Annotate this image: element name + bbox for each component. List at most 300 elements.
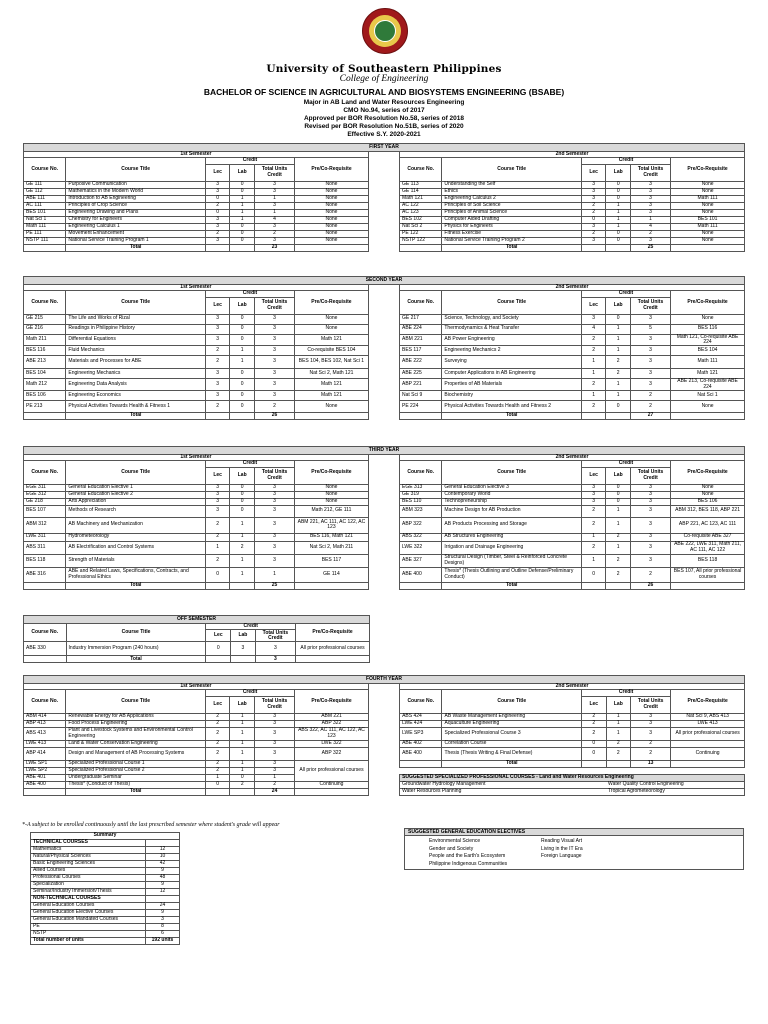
col-lab: Lab bbox=[606, 297, 631, 314]
lec-units: 1 bbox=[581, 356, 606, 369]
table-row bbox=[24, 401, 745, 413]
total-units: 3 bbox=[254, 314, 294, 324]
lec-units: 3 bbox=[205, 324, 230, 334]
course-no: LWE 424 bbox=[400, 720, 442, 727]
course-no: ABE 402 bbox=[400, 740, 442, 747]
course-title: Materials and Processes for ABE bbox=[66, 356, 205, 369]
prereq: ABM 221, AC 111, AC 122, AC 123 bbox=[295, 517, 369, 533]
revised-line: Revised per BOR Resolution No.51B, series of 2020 bbox=[304, 123, 464, 130]
col-course-title: Course Title bbox=[442, 158, 581, 181]
course-no: ABE 316 bbox=[24, 567, 66, 582]
units-summary-table bbox=[30, 832, 180, 945]
summary-row: TECHNICAL COURSES bbox=[31, 840, 180, 847]
total-units: 3 bbox=[255, 767, 295, 774]
course-title: Engineering Economics bbox=[66, 391, 205, 401]
prereq: Continuing bbox=[295, 781, 369, 788]
course-title: Engineering Mechanics bbox=[66, 369, 205, 379]
total-units: 3 bbox=[630, 484, 670, 491]
total-units: 3 bbox=[630, 209, 670, 216]
col-course-no: Course No. bbox=[400, 461, 442, 484]
total-units: 3 bbox=[630, 346, 670, 356]
lab-units: 1 bbox=[230, 209, 255, 216]
course-title: Engineering Mechanics 2 bbox=[442, 346, 581, 356]
ge-elective-item: Living in the IT Era bbox=[541, 845, 583, 852]
course-no: GE 114 bbox=[400, 188, 442, 195]
table-row bbox=[24, 209, 745, 216]
course-no: ABE 111 bbox=[24, 195, 66, 202]
lab-units: 1 bbox=[606, 209, 631, 216]
lab-units: 1 bbox=[230, 554, 255, 567]
table-row bbox=[24, 484, 745, 491]
col-course-title: Course Title bbox=[442, 690, 582, 713]
total-units: 2 bbox=[631, 747, 671, 760]
table-row bbox=[24, 517, 745, 533]
lab-units: 2 bbox=[230, 541, 255, 554]
course-title: Properties of AB Materials bbox=[442, 379, 581, 391]
course-no: BES 116 bbox=[24, 346, 66, 356]
total-units: 3 bbox=[254, 324, 294, 334]
total-units: 3 bbox=[630, 379, 670, 391]
course-title: Computer Aided Drafting bbox=[442, 216, 581, 223]
course-title: AB Power Engineering bbox=[442, 334, 581, 346]
prereq: All prior professional courses bbox=[671, 727, 745, 740]
sem-total: 26 bbox=[630, 582, 670, 589]
prereq: None bbox=[671, 314, 745, 324]
total-units: 3 bbox=[630, 498, 670, 505]
lec-units: 2 bbox=[581, 379, 606, 391]
course-title: The Life and Works of Rizal bbox=[66, 314, 205, 324]
ge-electives-box bbox=[404, 828, 744, 870]
course-title: Irrigation and Drainage Engineering bbox=[442, 541, 581, 554]
prereq: None bbox=[671, 202, 745, 209]
summary-row: PE 8 bbox=[31, 924, 180, 931]
course-title: Machine Design for AB Production bbox=[442, 505, 581, 517]
course-title: Chemistry for Engineers bbox=[66, 216, 205, 223]
course-no: BES 107 bbox=[24, 505, 66, 517]
prereq: BES 101 bbox=[671, 216, 745, 223]
prereq: None bbox=[295, 314, 369, 324]
lab-units: 1 bbox=[606, 202, 631, 209]
lab-units: 2 bbox=[606, 356, 631, 369]
lab-units: 1 bbox=[606, 727, 631, 740]
summary-title: Summary bbox=[31, 833, 180, 840]
summary-row: General Education Courses 24 bbox=[31, 903, 180, 910]
table-row bbox=[24, 379, 745, 391]
total-units: 3 bbox=[630, 195, 670, 202]
table-row bbox=[24, 505, 745, 517]
total-units: 2 bbox=[630, 567, 670, 582]
course-title: Strength of Materials bbox=[66, 554, 205, 567]
year-table: SECOND YEAR 1st Semester 2nd Semester Course No. Course Title Credit Pre/Co-Requisite Course No. Course Title Credit Pre/Co-Requisite Lec Lab Total Units Credit Lec Lab Total Units Credit GE 215 The Life and Works of Rizal 3 0 3 None GE 217 Science, Technology, and Society 3 0 3 None GE 216 Readings in Philippine History 3 0 3 None ABE 224 Thermodynamics & Heat Transfer 4 1 5 BES 116 Math 211 Differential Equations 3 0 3 Math 121 ABM 221 AB Power Engineering 2 1 3 Math 121, Co-requisite ABE 224 BES 116 Fluid Mechanics 2 1 3 Co-requisite BES 104 BES 117 Engineering Mechanics 2 2 1 3 BES 104 ABE 213 Materials and Processes for ABE 2 1 3 BES 104, BES 102, Nat Sci 1 ABE 222 Surveying 1 2 3 Math 111 BES 104 Engineering Mechanics 3 0 3 Nat Sci 2, Math 121 ABE 225 Computer Applications in AB Engineering 1 2 3 Math 121 Math 212 Engineering Data Analysis 3 0 3 Math 121 ABP 221 Properties of AB Materials 2 1 3 ABE 213, Co-requisite ABE 224 BES 106 Engineering Economics 3 0 3 Math 121 Nat Sci 9 Biochemistry 1 1 2 Nat Sci 1 PE 213 Physical Activities Towards Health & Fitness 1 2 0 2 None PE 224 Physical Activities Towards Health and Fitness 2 2 0 2 None Total 26 Total 27 bbox=[23, 276, 745, 420]
total-units: 3 bbox=[255, 740, 295, 747]
course-title: Contemporary World bbox=[442, 491, 581, 498]
prereq: None bbox=[295, 484, 369, 491]
total-units: 3 bbox=[255, 720, 295, 727]
course-no: ABE 400 bbox=[400, 747, 442, 760]
prereq: Co-requisite BES 104 bbox=[295, 346, 369, 356]
course-no: ABP 413 bbox=[24, 720, 66, 727]
col-prereq: Pre/Co-Requisite bbox=[295, 158, 369, 181]
prereq: BES 107, All prior professional courses bbox=[671, 567, 745, 582]
col-lec: Lec bbox=[205, 164, 230, 181]
course-no: EGE 311 bbox=[24, 484, 66, 491]
col-course-title: Course Title bbox=[442, 461, 581, 484]
sem-total: 24 bbox=[255, 788, 295, 795]
total-units: 3 bbox=[254, 181, 294, 188]
lab-units: 0 bbox=[230, 181, 255, 188]
table-row bbox=[24, 195, 745, 202]
course-title: Food Process Engineering bbox=[66, 720, 206, 727]
lab-units: 0 bbox=[230, 369, 255, 379]
course-no: GE 319 bbox=[400, 491, 442, 498]
course-title: Correlation Course bbox=[442, 740, 582, 747]
prereq: Nat Sci 9, ABS 413 bbox=[671, 713, 745, 720]
lec-units: 2 bbox=[581, 230, 606, 237]
lec-units: 2 bbox=[581, 202, 606, 209]
course-title: Design and Management of AB Processing Systems bbox=[66, 747, 206, 760]
prereq: Nat Sci 2, Math 121 bbox=[295, 369, 369, 379]
year-title: FOURTH YEAR bbox=[24, 676, 745, 684]
total-units: 3 bbox=[254, 541, 294, 554]
thesis-note: *-A subject to be enrolled continuously until the last prescribed semester where student's grade will appear bbox=[22, 822, 280, 828]
course-no: ABM 414 bbox=[24, 713, 66, 720]
lab-units: 0 bbox=[230, 230, 255, 237]
lec-units: 2 bbox=[205, 727, 230, 740]
col-lec: Lec bbox=[581, 297, 606, 314]
lab-units: 3 bbox=[231, 642, 256, 656]
prereq: None bbox=[295, 202, 369, 209]
course-title: AB Electrification and Control Systems bbox=[66, 541, 205, 554]
prereq: Math 121 bbox=[295, 379, 369, 391]
lec-units: 3 bbox=[581, 237, 606, 244]
lec-units: 0 bbox=[206, 642, 231, 656]
table-row bbox=[24, 230, 745, 237]
col-total-units: Total Units Credit bbox=[631, 696, 671, 713]
summary-row: Specialization 9 bbox=[31, 882, 180, 889]
approved-line: Approved per BOR Resolution No.58, series of 2018 bbox=[303, 115, 464, 122]
total-units: 3 bbox=[254, 554, 294, 567]
col-lec: Lec bbox=[205, 696, 230, 713]
lab-units: 0 bbox=[230, 505, 255, 517]
lec-units: 0 bbox=[205, 209, 230, 216]
course-no: Math 211 bbox=[24, 334, 66, 346]
table-row bbox=[24, 541, 745, 554]
lab-units: 0 bbox=[606, 230, 631, 237]
sem-total: 25 bbox=[630, 244, 670, 251]
lab-units: 2 bbox=[606, 567, 631, 582]
total-units: 3 bbox=[254, 356, 294, 369]
year-table: THIRD YEAR 1st Semester 2nd Semester Course No. Course Title Credit Pre/Co-Requisite Course No. Course Title Credit Pre/Co-Requisite Lec Lab Total Units Credit Lec Lab Total Units Credit EGE 311 General Education Elective 1 3 0 3 None EGE 313 General Education Elective 3 3 0 3 None EGE 312 General Education Elective 2 3 0 3 None GE 319 Contemporary World 3 0 3 None GE 218 Arts Appreciation 3 0 3 None BES 110 Technopreneurship 3 0 3 BES 106 BES 107 Methods of Research 3 0 3 Math 212, GE 111 ABM 323 Machine Design for AB Production 2 1 3 ABM 312, BES 118, ABP 221 ABM 312 AB Machinery and Mechanization 2 1 3 ABM 221, AC 111, AC 122, AC 123 ABP 322 AB Products Processing and Storage 2 1 3 ABP 221, AC 123, AC 111 LWE 311 Hydrometeorology 2 1 3 BES 116, Math 121 ABS 322 AB Structures Engineering 1 2 3 Co-requisite ABE 327 ABS 311 AB Electrification and Control Systems 1 2 3 Nat Sci 2, Math 211 LWE 322 Irrigation and Drainage Engineering 2 1 3 ABE 222, LWE 311, Math 211, AC 111, AC 122 BES 118 Strength of Materials 2 1 3 BES 117 ABE 327 Structural Design (Timber, Steel & Reinforced Concrete Designs) 1 2 3 BES 118 ABE 316 ABE and Related Laws, Specifications, Contracts, and Professional Ethics 0 1 1 GE 114 ABE 400 Thesis* (Thesis Outlining and Outline Defense/Preliminary Conduct) 0 2 2 BES 107, All prior professional courses Total 25 Total 26 bbox=[23, 446, 745, 590]
course-title: Biochemistry bbox=[442, 391, 581, 401]
lec-units: 3 bbox=[205, 484, 230, 491]
total-units: 3 bbox=[255, 747, 295, 760]
prereq: LWE 322 bbox=[295, 740, 369, 747]
specialized-item: Tropical Agrometeorology bbox=[606, 788, 744, 795]
course-no: ABE 327 bbox=[400, 554, 442, 567]
table-row bbox=[24, 491, 745, 498]
university-seal-icon bbox=[362, 8, 408, 54]
lab-units: 1 bbox=[230, 195, 255, 202]
total-units: 3 bbox=[631, 713, 671, 720]
course-no: ABP 414 bbox=[24, 747, 66, 760]
course-no: ABE 213 bbox=[24, 356, 66, 369]
course-title: Thesis (Thesis Writing & Final Defense) bbox=[442, 747, 582, 760]
prereq: BES 117 bbox=[295, 554, 369, 567]
total-units: 3 bbox=[630, 517, 670, 533]
table-row bbox=[24, 567, 745, 582]
course-no: BES 110 bbox=[400, 498, 442, 505]
lec-units: 0 bbox=[581, 216, 606, 223]
course-no: BES 104 bbox=[24, 369, 66, 379]
course-no: LWE SP1 bbox=[24, 760, 66, 767]
lab-units: 0 bbox=[230, 498, 255, 505]
prereq: None bbox=[295, 401, 369, 413]
prereq: Nat Sci 2, Math 211 bbox=[295, 541, 369, 554]
lec-units: 2 bbox=[581, 346, 606, 356]
lab-units: 0 bbox=[606, 401, 631, 413]
course-no: LWE SP2 bbox=[24, 767, 66, 774]
col-lab: Lab bbox=[606, 467, 631, 484]
lab-units: 2 bbox=[606, 369, 631, 379]
prereq: Math 212, GE 111 bbox=[295, 505, 369, 517]
prereq: All prior professional courses bbox=[295, 760, 369, 781]
lec-units: 0 bbox=[581, 740, 606, 747]
prereq: None bbox=[671, 237, 745, 244]
course-title: Specialized Professional Course 1 bbox=[66, 760, 206, 767]
lab-units: 2 bbox=[606, 747, 631, 760]
course-title: Ethics bbox=[442, 188, 581, 195]
course-no: GE 218 bbox=[24, 498, 66, 505]
course-title: Industry Immersion Program (240 hours) bbox=[66, 642, 206, 656]
table-row bbox=[24, 767, 745, 774]
sem-total: 27 bbox=[630, 413, 670, 420]
course-no: BES 102 bbox=[400, 216, 442, 223]
prereq: None bbox=[671, 188, 745, 195]
course-no: ABE 400 bbox=[24, 781, 66, 788]
course-no: ABM 221 bbox=[399, 334, 441, 346]
prereq: Co-requisite ABE 327 bbox=[671, 533, 745, 541]
prereq: ABP 322 bbox=[295, 747, 369, 760]
lab-units: 0 bbox=[230, 223, 255, 230]
total-units: 3 bbox=[254, 369, 294, 379]
prereq: None bbox=[671, 230, 745, 237]
total-units: 3 bbox=[630, 188, 670, 195]
lec-units: 3 bbox=[205, 491, 230, 498]
course-title: Structural Design (Timber, Steel & Reinforced Concrete Designs) bbox=[442, 554, 581, 567]
semester-label: 1st Semester bbox=[24, 285, 369, 291]
lec-units: 2 bbox=[205, 760, 230, 767]
semester-label: 1st Semester bbox=[24, 684, 369, 690]
table-row bbox=[24, 391, 745, 401]
course-no: EGE 312 bbox=[24, 491, 66, 498]
lec-units: 3 bbox=[205, 498, 230, 505]
col-lab: Lab bbox=[230, 297, 255, 314]
course-title: Mathematics in the Modern World bbox=[66, 188, 205, 195]
total-units: 2 bbox=[630, 230, 670, 237]
course-title: Arts Appreciation bbox=[66, 498, 205, 505]
lec-units: 2 bbox=[581, 505, 606, 517]
lab-units: 1 bbox=[606, 505, 631, 517]
course-title: Principles of Crop Science bbox=[66, 202, 205, 209]
semester-label: 1st Semester bbox=[24, 455, 369, 461]
total-units: 3 bbox=[254, 391, 294, 401]
prereq: None bbox=[295, 188, 369, 195]
course-title: Readings in Philippine History bbox=[66, 324, 205, 334]
total-units: 2 bbox=[255, 781, 295, 788]
course-no: BES 118 bbox=[24, 554, 66, 567]
lab-units: 0 bbox=[606, 188, 631, 195]
col-course-no: Course No. bbox=[400, 690, 442, 713]
total-units: 1 bbox=[630, 216, 670, 223]
lab-units: 1 bbox=[230, 713, 255, 720]
prereq: BES 104 bbox=[671, 346, 745, 356]
table-row bbox=[24, 533, 745, 541]
course-title: General Education Elective 3 bbox=[442, 484, 581, 491]
prereq: ABM 221 bbox=[295, 713, 369, 720]
col-lec: Lec bbox=[581, 696, 606, 713]
lec-units: 2 bbox=[581, 713, 606, 720]
col-prereq: Pre/Co-Requisite bbox=[671, 158, 745, 181]
prereq: None bbox=[295, 195, 369, 202]
summary-row: Professional Courses 48 bbox=[31, 875, 180, 882]
prereq: ABM 312, BES 118, ABP 221 bbox=[671, 505, 745, 517]
lec-units: 3 bbox=[205, 334, 230, 346]
lec-units: 1 bbox=[581, 554, 606, 567]
sem-total: 25 bbox=[254, 582, 294, 589]
col-credit: Credit bbox=[205, 291, 294, 297]
lec-units: 3 bbox=[581, 195, 606, 202]
course-no: PE 224 bbox=[399, 401, 441, 413]
total-units: 3 bbox=[630, 314, 670, 324]
prereq: None bbox=[295, 209, 369, 216]
prereq: None bbox=[295, 230, 369, 237]
col-lab: Lab bbox=[606, 164, 631, 181]
lab-units: 1 bbox=[230, 767, 255, 774]
prereq: GE 114 bbox=[295, 567, 369, 582]
col-course-no: Course No. bbox=[24, 690, 66, 713]
lec-units: 1 bbox=[581, 533, 606, 541]
total-units: 3 bbox=[255, 760, 295, 767]
semester-label: 2nd Semester bbox=[400, 152, 745, 158]
course-title: Methods of Research bbox=[66, 505, 205, 517]
ge-elective-item: People and the Earth's Ecosystem bbox=[429, 853, 506, 859]
specialized-item: Water Resources Planning bbox=[400, 788, 606, 795]
lab-units: 1 bbox=[606, 216, 631, 223]
course-no: ABS 413 bbox=[24, 727, 66, 740]
lab-units: 0 bbox=[230, 391, 255, 401]
prereq: Math 111 bbox=[671, 356, 745, 369]
col-course-title: Course Title bbox=[66, 291, 205, 314]
program-major: Major in AB Land and Water Resources Engineering bbox=[303, 99, 465, 106]
course-no: LWE 311 bbox=[24, 533, 66, 541]
total-units: 3 bbox=[630, 491, 670, 498]
lab-units: 1 bbox=[230, 567, 255, 582]
lec-units: 3 bbox=[205, 181, 230, 188]
course-no: ABE 330 bbox=[24, 642, 67, 656]
total-label: Total bbox=[66, 244, 205, 251]
col-total-units: Total Units Credit bbox=[255, 696, 295, 713]
lec-units: 2 bbox=[581, 517, 606, 533]
prereq: None bbox=[295, 216, 369, 223]
col-total-units: Total Units Credit bbox=[254, 297, 294, 314]
lec-units: 3 bbox=[205, 505, 230, 517]
lec-units: 3 bbox=[581, 188, 606, 195]
table-row bbox=[24, 324, 745, 334]
lab-units: 0 bbox=[230, 324, 255, 334]
lab-units: 1 bbox=[606, 334, 631, 346]
col-course-no: Course No. bbox=[400, 158, 442, 181]
col-credit: Credit bbox=[205, 158, 294, 164]
lab-units: 0 bbox=[230, 237, 255, 244]
course-title: Purposive Communication bbox=[66, 181, 205, 188]
total-units: 3 bbox=[254, 334, 294, 346]
course-no: GE 111 bbox=[24, 181, 66, 188]
lab-units: 0 bbox=[606, 314, 631, 324]
total-units: 3 bbox=[254, 498, 294, 505]
lab-units: 0 bbox=[230, 314, 255, 324]
table-row bbox=[24, 237, 745, 244]
total-units: 3 bbox=[254, 491, 294, 498]
course-title: Engineering Calculus 2 bbox=[442, 195, 581, 202]
course-no: Nat Sci 2 bbox=[400, 223, 442, 230]
lab-units: 1 bbox=[606, 223, 631, 230]
col-course-title: Course Title bbox=[66, 461, 205, 484]
course-title: Computer Applications in AB Engineering bbox=[442, 369, 581, 379]
total-units: 3 bbox=[254, 505, 294, 517]
lec-units: 0 bbox=[205, 567, 230, 582]
course-title: Principles of Animal Science bbox=[442, 209, 581, 216]
total-label: Total bbox=[66, 582, 205, 589]
total-units: 3 bbox=[254, 237, 294, 244]
course-title: Introduction to AB Engineering bbox=[66, 195, 205, 202]
lab-units: 1 bbox=[606, 391, 631, 401]
table-row bbox=[24, 314, 745, 324]
col-course-no: Course No. bbox=[399, 291, 441, 314]
course-no: LWE 413 bbox=[24, 740, 66, 747]
col-lec: Lec bbox=[581, 467, 606, 484]
lec-units: 3 bbox=[205, 314, 230, 324]
prereq: Continuing bbox=[671, 747, 745, 760]
lab-units: 0 bbox=[230, 379, 255, 391]
lec-units: 2 bbox=[205, 740, 230, 747]
lab-units: 1 bbox=[606, 379, 631, 391]
lab-units: 1 bbox=[230, 747, 255, 760]
lec-units: 1 bbox=[205, 774, 230, 781]
lec-units: 3 bbox=[205, 369, 230, 379]
course-title: Understanding the Self bbox=[442, 181, 581, 188]
table-row bbox=[24, 216, 745, 223]
col-credit: Credit bbox=[581, 291, 670, 297]
lab-units: 1 bbox=[230, 346, 255, 356]
table-row bbox=[24, 781, 745, 788]
lab-units: 0 bbox=[230, 401, 255, 413]
col-credit: Credit bbox=[581, 158, 670, 164]
lab-units: 0 bbox=[230, 334, 255, 346]
lab-units: 2 bbox=[606, 533, 631, 541]
col-lec: Lec bbox=[205, 297, 230, 314]
table-row bbox=[24, 747, 745, 760]
course-title: General Education Elective 1 bbox=[66, 484, 205, 491]
course-title: Renewable Energy for AB Applications bbox=[66, 713, 206, 720]
ge-elective-item: Philippine Indigenous Communities bbox=[429, 860, 508, 867]
lab-units: 2 bbox=[606, 740, 631, 747]
course-title: Principles of Soil Science bbox=[442, 202, 581, 209]
course-no: ABE 224 bbox=[399, 324, 441, 334]
total-units: 3 bbox=[631, 720, 671, 727]
prereq: Math 121, Co-requisite ABE 224 bbox=[671, 334, 745, 346]
col-course-title: Course Title bbox=[66, 690, 206, 713]
prereq: None bbox=[671, 401, 745, 413]
